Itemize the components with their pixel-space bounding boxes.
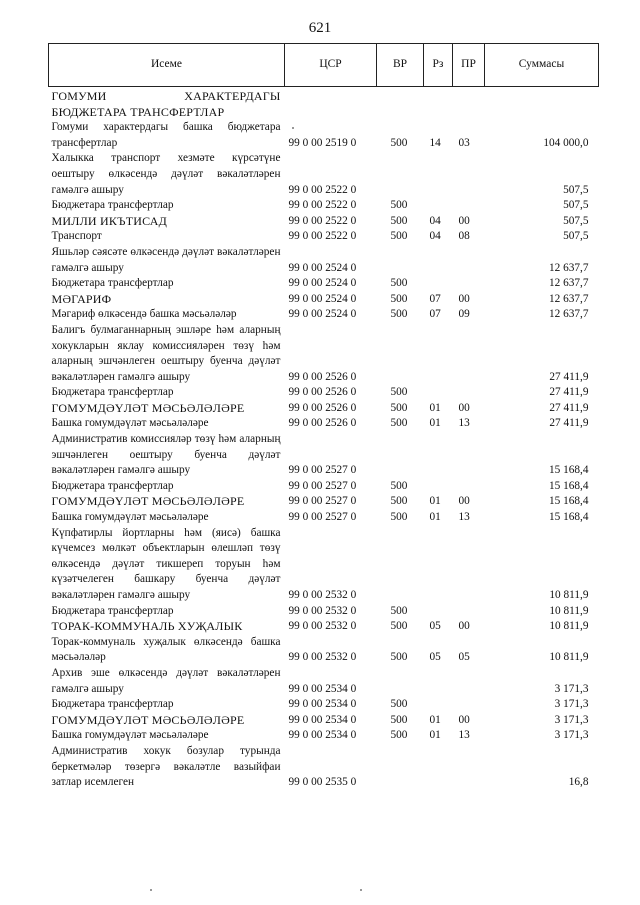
cell-csr: 99 0 00 2527 0 — [288, 495, 357, 508]
cell-rz — [424, 697, 453, 713]
cell-sum: 12 637,7 — [548, 308, 589, 321]
cell-sum: 507,5 — [563, 199, 589, 212]
cell-rz: 01 — [429, 713, 441, 726]
cell-csr: 99 0 00 2522 0 — [288, 230, 357, 243]
cell-rz: 14 — [429, 136, 441, 149]
cell-rz: 01 — [429, 417, 441, 430]
cell-pr: 00 — [458, 292, 470, 305]
cell-name: Гомуми характердагы башка бюджетара трансфертлар — [51, 121, 281, 149]
cell-vr: 500 — [390, 698, 408, 711]
cell-name: ГОМУМИ ХАРАКТЕРДАГЫ БЮДЖЕТАРА ТРАНСФЕРТЛАР — [51, 89, 281, 119]
cell-pr — [453, 245, 485, 276]
cell-rz — [424, 385, 453, 401]
cell-name: Административ хокук бозулар турында беркетмәләр төзергә вәкаләтле вазыйфаи затлар исемлеген — [51, 744, 281, 789]
table-row — [49, 479, 599, 495]
cell-sum: 27 411,9 — [549, 370, 589, 383]
table-row — [49, 604, 599, 620]
cell-vr — [377, 526, 424, 604]
cell-name: Бюджетара трансфертлар — [51, 479, 174, 492]
cell-pr — [453, 604, 485, 620]
table-row — [49, 245, 599, 276]
table-row — [49, 198, 599, 214]
cell-sum: 3 171,3 — [554, 682, 589, 695]
cell-name: Торак-коммуналь хуҗалык өлкәсендә башка мәсьәләләр — [51, 635, 281, 664]
cell-sum: 16,8 — [568, 776, 589, 789]
cell-pr — [453, 323, 485, 385]
cell-rz: 05 — [429, 620, 441, 633]
cell-sum: 12 637,7 — [548, 292, 589, 305]
cell-rz — [424, 276, 453, 292]
cell-name: Мәгариф өлкәсендә башка мәсьәләләр — [51, 308, 237, 321]
cell-sum: 507,5 — [563, 230, 589, 243]
table-row — [49, 276, 599, 292]
cell-csr: 99 0 00 2527 0 — [288, 479, 357, 492]
cell-rz — [424, 526, 453, 604]
cell-pr — [453, 87, 485, 121]
page-number: 621 — [308, 20, 332, 36]
cell-vr: 500 — [390, 386, 408, 399]
cell-name: ГОМУМДӘҮЛӘТ МӘСЬӘЛӘЛӘРЕ — [51, 494, 245, 509]
cell-rz — [424, 245, 453, 276]
cell-pr — [453, 151, 485, 198]
cell-vr — [377, 744, 424, 791]
table-body — [49, 87, 599, 791]
cell-vr: 500 — [390, 277, 408, 290]
cell-csr: 99 0 00 2535 0 — [288, 776, 357, 789]
cell-vr — [377, 151, 424, 198]
table-row — [49, 666, 599, 697]
cell-name: ТОРАК-КОММУНАЛЬ ХУҖАЛЫК — [51, 619, 243, 634]
cell-name: ГОМУМДӘҮЛӘТ МӘСЬӘЛӘЛӘРЕ — [51, 400, 245, 415]
table-row — [49, 323, 599, 385]
cell-pr — [453, 198, 485, 214]
cell-rz: 01 — [429, 401, 441, 414]
table-row — [49, 416, 599, 432]
cell-name: ГОМУМДӘҮЛӘТ МӘСЬӘЛӘЛӘРЕ — [51, 712, 245, 727]
header-name: Исеме — [49, 44, 285, 87]
cell-rz: 01 — [429, 511, 441, 524]
cell-sum: 104 000,0 — [543, 136, 589, 149]
cell-vr — [377, 432, 424, 479]
table-row — [49, 744, 599, 791]
cell-csr: 99 0 00 2534 0 — [288, 713, 357, 726]
table-row — [49, 494, 599, 510]
header-pr: ПР — [453, 44, 485, 87]
cell-pr: 13 — [458, 511, 470, 524]
cell-sum: 15 168,4 — [548, 464, 589, 477]
table-row — [49, 292, 599, 308]
cell-vr — [377, 666, 424, 697]
cell-csr: 99 0 00 2526 0 — [288, 417, 357, 430]
cell-vr — [377, 245, 424, 276]
cell-sum: 3 171,3 — [554, 729, 589, 742]
cell-vr: 500 — [390, 479, 408, 492]
cell-name: Башка гомумдәүләт мәсьәләләре — [51, 417, 209, 430]
header-vr: ВР — [377, 44, 424, 87]
cell-vr: 500 — [390, 401, 408, 414]
budget-table — [48, 43, 599, 791]
cell-vr: 500 — [390, 729, 408, 742]
cell-rz — [424, 744, 453, 791]
table-row — [49, 510, 599, 526]
cell-rz: 07 — [429, 292, 441, 305]
cell-rz — [424, 198, 453, 214]
cell-rz: 01 — [429, 495, 441, 508]
cell-vr: 500 — [390, 230, 408, 243]
cell-csr: 99 0 00 2532 0 — [288, 604, 357, 617]
cell-name: Транспорт — [51, 230, 102, 243]
table-row — [49, 307, 599, 323]
cell-sum: 507,5 — [563, 183, 589, 196]
cell-rz: 05 — [429, 651, 441, 664]
cell-pr — [453, 526, 485, 604]
cell-csr: 99 0 00 2526 0 — [288, 386, 357, 399]
cell-rz: 01 — [429, 729, 441, 742]
header-sum: Суммасы — [485, 44, 599, 87]
cell-pr: 05 — [458, 651, 470, 664]
table-row — [49, 526, 599, 604]
cell-csr: 99 0 00 2534 0 — [288, 682, 357, 695]
cell-pr: 03 — [458, 136, 470, 149]
cell-csr: 99 0 00 2534 0 — [288, 729, 357, 742]
table-row — [49, 151, 599, 198]
cell-name: Бюджетара трансфертлар — [51, 604, 174, 617]
table-row — [49, 635, 599, 666]
table-header — [49, 44, 599, 87]
cell-pr: 09 — [458, 308, 470, 321]
cell-csr: 99 0 00 2527 0 — [288, 464, 357, 477]
cell-vr: 500 — [390, 214, 408, 227]
cell-sum: 507,5 — [563, 214, 589, 227]
cell-name: Яшьләр сәясәте өлкәсендә дәүләт вәкаләтләрен гамәлгә ашыру — [51, 245, 281, 274]
table-row — [49, 728, 599, 744]
table-row — [49, 87, 599, 121]
cell-rz — [424, 604, 453, 620]
cell-name: Бюджетара трансфертлар — [51, 386, 174, 399]
cell-vr: 500 — [390, 604, 408, 617]
cell-vr: 500 — [390, 136, 408, 149]
table-row — [49, 697, 599, 713]
table-row — [49, 619, 599, 635]
cell-pr — [453, 697, 485, 713]
cell-sum: 3 171,3 — [554, 713, 589, 726]
cell-name: Күпфатирлы йортларны һәм (яисә) башка күчемсез мөлкәт объектларын өлешләп төзү өлкәсендә дәүләт тикшереп торуын һәм күзәтчелеген башкару буенча дәүләт вәкаләтләрен гамәлгә ашыру — [51, 526, 281, 601]
cell-vr: 500 — [390, 292, 408, 305]
scan-speck — [360, 889, 362, 891]
cell-csr: 99 0 00 2534 0 — [288, 698, 357, 711]
table-row — [49, 385, 599, 401]
cell-rz: 07 — [429, 308, 441, 321]
cell-vr: 500 — [390, 495, 408, 508]
cell-name: Бюджетара трансфертлар — [51, 698, 174, 711]
cell-name: МИЛЛИ ИКЪТИСАД — [51, 213, 167, 228]
cell-pr — [453, 432, 485, 479]
cell-sum — [485, 87, 599, 121]
cell-sum: 12 637,7 — [548, 277, 589, 290]
cell-rz — [424, 432, 453, 479]
header-csr: ЦСР — [285, 44, 377, 87]
cell-rz — [424, 666, 453, 697]
cell-csr: 99 0 00 2524 0 — [288, 277, 357, 290]
cell-rz: 04 — [429, 230, 441, 243]
cell-name: Халыкка транспорт хезмәте күрсәтүне оештыру өлкәсендә дәүләт вәкаләтләрен гамәлгә ашыру — [51, 152, 281, 196]
cell-csr — [285, 87, 377, 121]
cell-name: Административ комиссияләр төзү һәм аларның эшчәнлеген оештыру буенча дәүләт вәкаләтләрен гамәлгә ашыру — [51, 433, 281, 477]
cell-csr: 99 0 00 2524 0 — [288, 261, 357, 274]
cell-pr — [453, 385, 485, 401]
cell-sum: 10 811,9 — [549, 604, 589, 617]
cell-csr: 99 0 00 2532 0 — [288, 651, 357, 664]
table-row — [49, 229, 599, 245]
cell-csr: 99 0 00 2524 0 — [288, 308, 357, 321]
cell-sum: 10 811,9 — [549, 620, 589, 633]
cell-name: Бюджетара трансфертлар — [51, 277, 174, 290]
cell-sum: 27 411,9 — [549, 386, 589, 399]
cell-name: Архив эше өлкәсендә дәүләт вәкаләтләрен гамәлгә ашыру — [51, 666, 281, 695]
table-row — [49, 713, 599, 729]
cell-vr: 500 — [390, 308, 408, 321]
cell-rz — [424, 87, 453, 121]
cell-vr: 500 — [390, 511, 408, 524]
cell-csr: 99 0 00 2532 0 — [288, 620, 357, 633]
cell-csr: 99 0 00 2519 0 — [288, 136, 357, 149]
cell-vr — [377, 323, 424, 385]
cell-pr: 00 — [458, 401, 470, 414]
cell-pr: 08 — [458, 230, 470, 243]
cell-sum: 10 811,9 — [549, 651, 589, 664]
cell-pr — [453, 666, 485, 697]
cell-rz — [424, 479, 453, 495]
cell-sum: 15 168,4 — [548, 479, 589, 492]
cell-pr — [453, 276, 485, 292]
scan-speck — [292, 127, 294, 129]
cell-vr: 500 — [390, 620, 408, 633]
cell-pr: 00 — [458, 620, 470, 633]
cell-csr: 99 0 00 2522 0 — [288, 183, 357, 196]
cell-sum: 27 411,9 — [549, 417, 589, 430]
cell-vr — [377, 87, 424, 121]
cell-name: МӘГАРИФ — [51, 291, 112, 306]
cell-csr: 99 0 00 2532 0 — [288, 589, 357, 601]
cell-rz — [424, 151, 453, 198]
cell-sum: 3 171,3 — [554, 698, 589, 711]
cell-vr: 500 — [390, 417, 408, 430]
table-row — [49, 120, 599, 151]
table-row — [49, 214, 599, 230]
cell-pr: 13 — [458, 729, 470, 742]
scan-speck — [150, 889, 152, 891]
cell-rz: 04 — [429, 214, 441, 227]
cell-csr: 99 0 00 2526 0 — [288, 401, 357, 414]
cell-csr: 99 0 00 2527 0 — [288, 511, 357, 524]
cell-csr: 99 0 00 2522 0 — [288, 199, 357, 212]
cell-sum: 12 637,7 — [548, 261, 589, 274]
cell-pr: 00 — [458, 214, 470, 227]
cell-rz — [424, 323, 453, 385]
cell-csr: 99 0 00 2526 0 — [288, 370, 357, 383]
cell-sum: 10 811,9 — [549, 589, 589, 601]
table-row — [49, 401, 599, 417]
cell-vr: 500 — [390, 713, 408, 726]
cell-sum: 27 411,9 — [549, 401, 589, 414]
cell-pr — [453, 479, 485, 495]
table-row — [49, 432, 599, 479]
cell-pr: 00 — [458, 713, 470, 726]
cell-name: Башка гомумдәүләт мәсьәләләре — [51, 729, 209, 742]
cell-pr — [453, 744, 485, 791]
cell-pr: 00 — [458, 495, 470, 508]
cell-sum: 15 168,4 — [548, 495, 589, 508]
cell-pr: 13 — [458, 417, 470, 430]
cell-name: Бюджетара трансфертлар — [51, 199, 174, 212]
cell-vr: 500 — [390, 199, 408, 212]
cell-vr: 500 — [390, 651, 408, 664]
cell-sum: 15 168,4 — [548, 511, 589, 524]
cell-csr: 99 0 00 2524 0 — [288, 292, 357, 305]
cell-name: Балигъ булмаганнарның эшләре һәм аларның хокукларын яклау комиссияләрен төзү һәм аларның эшчәнлеген оештыру буенча дәүләт вәкаләтләрен гамәлгә ашыру — [51, 323, 281, 383]
cell-name: Башка гомумдәүләт мәсьәләләре — [51, 511, 209, 524]
cell-csr: 99 0 00 2522 0 — [288, 214, 357, 227]
header-rz: Рз — [424, 44, 453, 87]
